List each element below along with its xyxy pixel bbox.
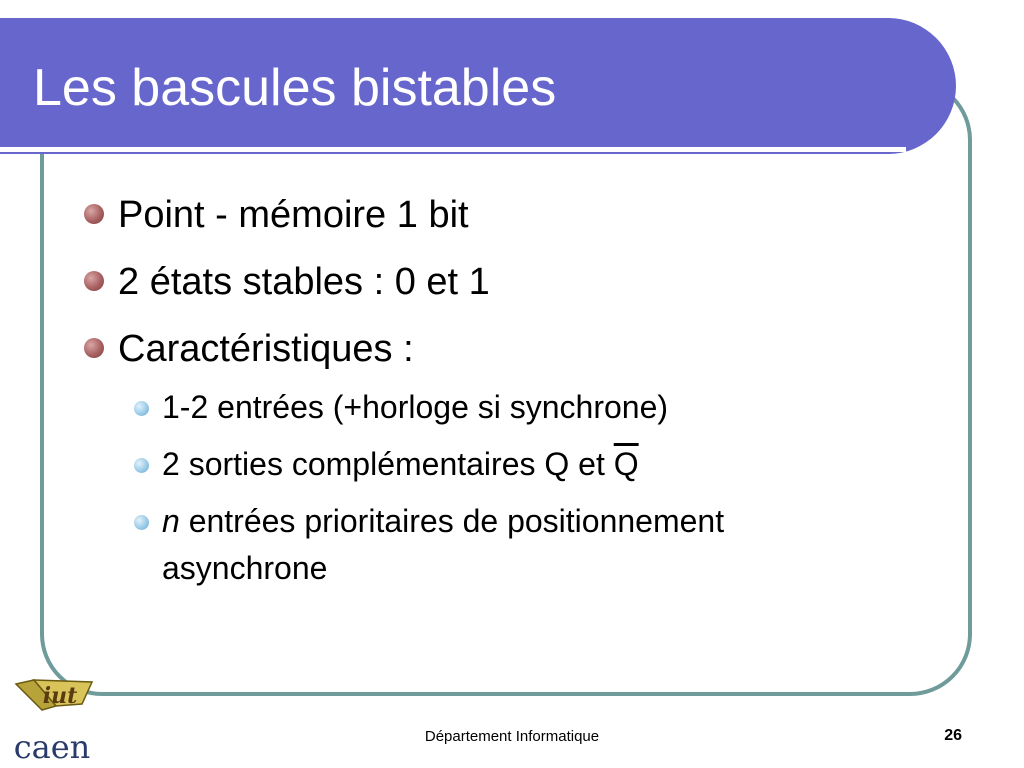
bullet-item: Caractéristiques : [118, 328, 414, 370]
bullet-item: 2 états stables : 0 et 1 [118, 261, 490, 303]
title-underline [0, 147, 906, 152]
sub-bullet-icon [134, 458, 149, 473]
sub-bullet-item [162, 505, 724, 537]
bullet-item: Point - mémoire 1 bit [118, 194, 469, 236]
sub-bullet-text: 2 sorties complémentaires Q et [162, 446, 614, 482]
sub-bullet-text: entrées prioritaires de positionnement [179, 503, 725, 539]
slide-title: Les bascules bistables [33, 59, 557, 117]
sub-bullet-item [162, 448, 639, 480]
logo-bottom-text: caen [13, 728, 91, 766]
bullet-icon [84, 338, 104, 358]
content-frame [40, 78, 972, 696]
bullet-icon [84, 204, 104, 224]
title-bar [0, 18, 956, 154]
footer-department: Département Informatique [424, 728, 600, 745]
italic-n: n [162, 503, 180, 539]
sub-bullet-icon [134, 401, 149, 416]
sub-bullet-continuation: asynchrone [162, 550, 328, 586]
logo-top-text: iut [42, 683, 78, 709]
bullet-icon [84, 271, 104, 291]
sub-bullet-icon [134, 515, 149, 530]
q-bar-symbol: $\overline{Q}$ [613, 446, 639, 482]
sub-bullet-item: 1-2 entrées (+horloge si synchrone) [162, 389, 669, 425]
iut-caen-logo [4, 676, 104, 766]
page-number: 26 [944, 727, 962, 744]
